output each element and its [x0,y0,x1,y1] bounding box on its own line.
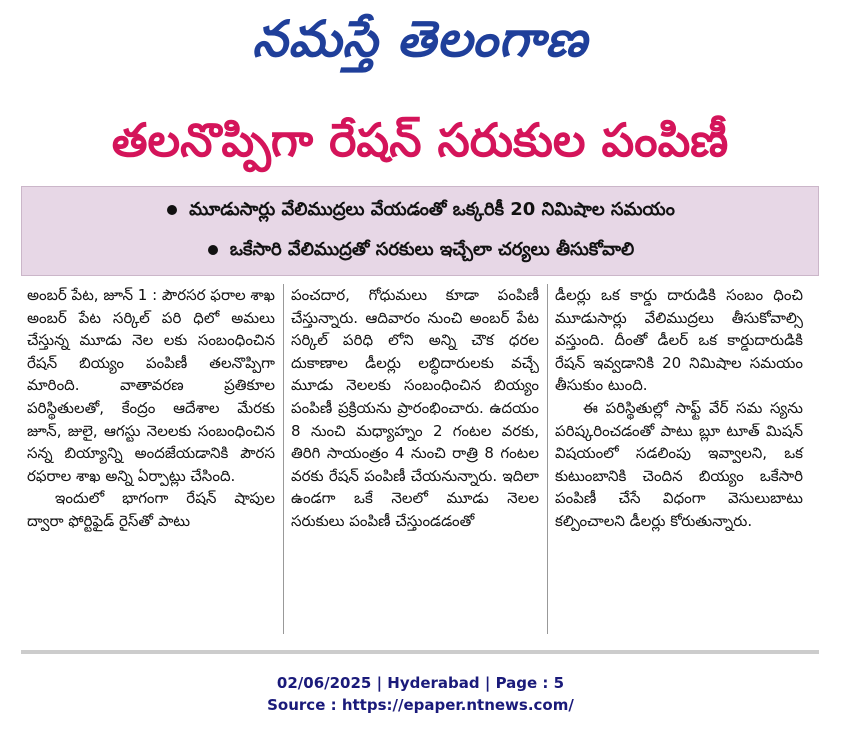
article-column-3 [555,284,803,533]
subheading-text: మూడుసార్లు వేలిముద్రలు వేయడంతో ఒక్కరికీ 20 నిమిషాల సమయం [189,199,675,220]
article-headline: తలనొప్పిగా రేషన్ సరుకుల పంపిణీ [111,113,729,167]
subheading-text: ఒకేసారి వేలిముద్రతో సరకులు ఇచ్చేలా చర్యలు తీసుకోవాలి [229,239,635,260]
paragraph: అంబర్ పేట, జూన్ 1 : పౌరసర ఫరాల శాఖ అంబర్ పేట సర్కిల్ పరి ధిలో అమలు చేస్తున్న మూడు నెల లకు సంబంధించిన రేషన్ బియ్యం పంపిణీ తలనొప్పిగా మారింది. వాతావరణ ప్రతికూల పరిస్థితులతో, కేంద్రం ఆదేశాల మేరకు జూన్, జులై, ఆగస్టు నెలలకు సంబంధించిన సన్న బియ్యాన్ని అందజేయడానికి పౌరస రఫరాల శాఖ అన్ని ఏర్పాట్లు చేసింది. [27,286,275,485]
article-column-2 [291,284,539,533]
paragraph: పంచదార, గోధుమలు కూడా పంపిణీ చేస్తున్నారు. ఆదివారం నుంచి అంబర్ పేట సర్కిల్ పరిధి లోని అన్ని చౌక ధరల దుకాణాల డీలర్లు లబ్ధిదారులకు వచ్చే మూడు నెలలకు సంబంధించిన బియ్యం పంపిణీ ప్రక్రియను ప్రారంభించారు. ఉదయం 8 నుంచి మధ్యాహ్నం 2 గంటల వరకు, తిరిగి సాయంత్రం 4 నుంచి రాత్రి 8 గంటల వరకు రేషన్ పంపిణీ చేయనున్నారు. ఇదిలా ఉండగా ఒకే నెలలో మూడు నెలల సరుకులు పంపిణీ చేస్తుండడంతో [291,286,539,530]
column-divider [283,284,284,634]
paragraph: ఇందులో భాగంగా రేషన్ షాపుల ద్వారా ఫోర్టిఫైడ్ రైస్‌తో పాటు [27,489,275,530]
footer-source-line: Source : https://epaper.ntnews.com/ [267,696,574,714]
source-footer [0,673,841,715]
paragraph: ఈ పరిస్థితుల్లో సాఫ్ట్ వేర్ సమ స్యను పరిష్కరించడంతో పాటు బ్లూ టూత్ మిషన్ విషయంలో సడలింపు ఇవ్వాలని, ఒక కుటుంబానికి చెందిన బియ్యం ఒకేసారి పంపిణీ చేసే విధంగా వెసులుబాటు కల్పించాలని డీలర్లు కోరుతున్నారు. [555,398,803,530]
masthead-logo: నమస్తే తెలంగాణ [252,10,588,68]
paragraph: డీలర్లు ఒక కార్డు దారుడికి సంబం ధించి మూడుసార్లు వేలిముద్రలు తీసుకోవాల్సి వస్తుంది. దీంతో డీలర్ ఒక కార్డుదారుడికి రేషన్ ఇవ్వడానికి 20 నిమిషాల సమయం తీసుకుం టుంది. [555,286,803,395]
bullet-icon [208,245,218,255]
newspaper-clipping [21,0,819,662]
bullet-icon [167,205,177,215]
footer-date-line: 02/06/2025 | Hyderabad | Page : 5 [276,674,565,692]
subheading-bullet [22,239,820,264]
column-divider [547,284,548,634]
bottom-rule [21,650,819,654]
article-column-1 [27,284,275,533]
subheading-bullet [22,199,820,224]
subheading-box [21,186,819,276]
